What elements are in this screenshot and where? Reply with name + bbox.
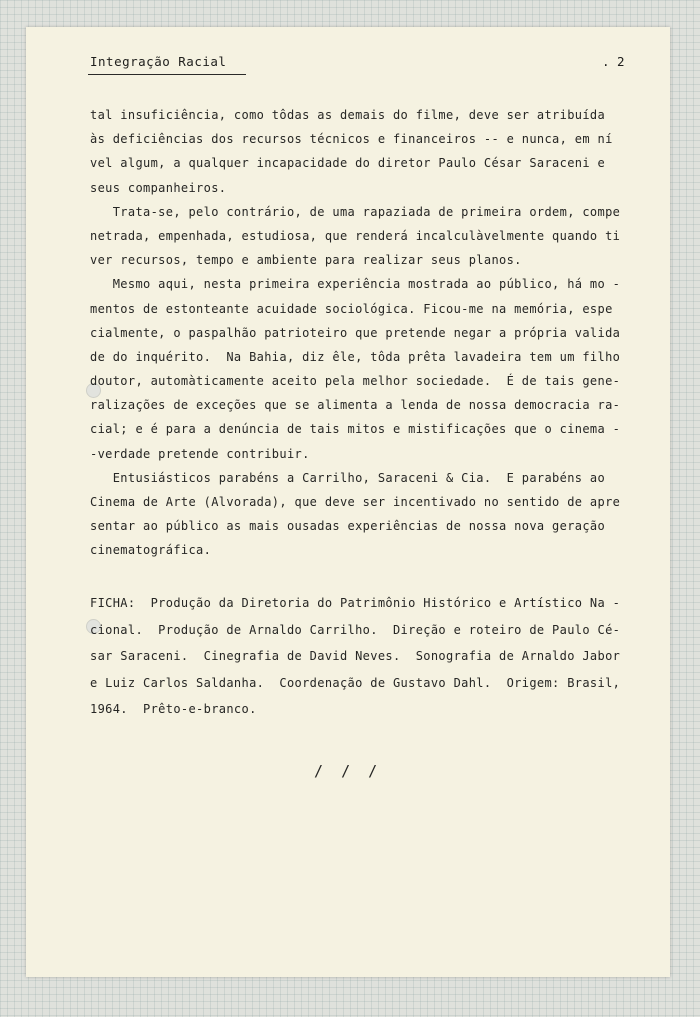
page-number: . 2 — [602, 54, 625, 69]
credits-line: e Luiz Carlos Saldanha. Coordenação de Gustavo Dahl. Origem: Brasil, — [90, 675, 621, 690]
text-line: de do inquérito. Na Bahia, diz êle, tôda prêta lavadeira tem um filho — [90, 349, 621, 364]
text-line: netrada, empenhada, estudiosa, que renderá incalculàvelmente quando ti — [90, 228, 621, 243]
text-line: sentar ao público as mais ousadas experiências de nossa nova geração — [90, 519, 606, 534]
text-line: tal insuficiência, como tôdas as demais do filme, deve ser atribuída — [90, 108, 606, 122]
ficha-credits — [90, 590, 650, 723]
text-line: mentos de estonteante acuidade sociológica. Ficou-me na memória, espe — [90, 301, 613, 316]
body-text — [90, 103, 650, 563]
text-line: cialmente, o paspalhão patrioteiro que pretende negar a própria valida — [90, 325, 621, 340]
text-line: Cinema de Arte (Alvorada), que deve ser incentivado no sentido de apre — [90, 495, 621, 509]
text-line: Mesmo aqui, nesta primeira experiência mostrada ao público, há mo - — [90, 277, 621, 292]
document-page — [26, 27, 670, 977]
text-line: vel algum, a qualquer incapacidade do diretor Paulo César Saraceni e — [90, 156, 606, 171]
text-line: ver recursos, tempo e ambiente para realizar seus planos. — [90, 253, 522, 268]
text-line: ralizações de exceções que se alimenta a lenda de nossa democracia ra- — [90, 398, 621, 413]
text-line: seus companheiros. — [90, 180, 227, 195]
credits-line: 1964. Prêto-e-branco. — [90, 702, 257, 717]
credits-line: cional. Produção de Arnaldo Carrilho. Direção e roteiro de Paulo Cé- — [90, 622, 621, 637]
text-line: cial; e é para a denúncia de tais mitos e mistificações que o cinema - — [90, 422, 621, 437]
text-line: às deficiências dos recursos técnicos e financeiros -- e nunca, em ní — [90, 132, 613, 147]
text-line: cinematográfica. — [90, 543, 212, 558]
credits-line: sar Saraceni. Cinegrafia de David Neves. Sonografia de Arnaldo Jabor — [90, 649, 621, 664]
text-line: Entusiásticos parabéns a Carrilho, Saraceni & Cia. E parabéns ao — [90, 470, 606, 485]
title-underline — [88, 74, 246, 75]
text-line: -verdade pretende contribuir. — [90, 446, 310, 461]
credits-line: FICHA: Produção da Diretoria do Patrimônio Histórico e Artístico Na - — [90, 596, 621, 610]
text-line: Trata-se, pelo contrário, de uma rapaziada de primeira ordem, compe — [90, 204, 621, 219]
text-line: doutor, automàticamente aceito pela melhor sociedade. É de tais gene- — [90, 374, 621, 389]
end-mark: / / / — [314, 762, 378, 780]
document-title: Integração Racial — [90, 54, 227, 69]
